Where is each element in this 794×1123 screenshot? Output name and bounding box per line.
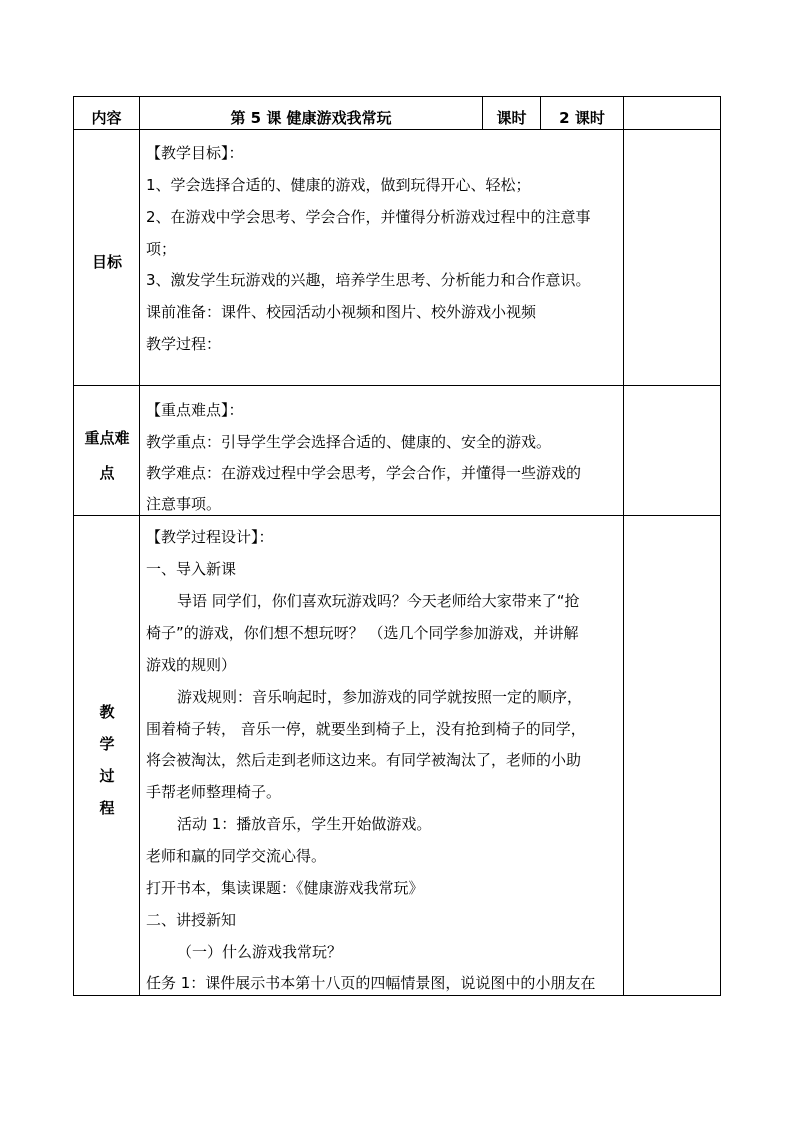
process-label-char: 过 [99, 767, 115, 785]
process-line: 打开书本，集读课题：《健康游戏我常玩》 [146, 879, 424, 897]
process-label-char: 程 [99, 799, 115, 817]
process-line: 活动 1：播放音乐，学生开始做游戏。 [177, 815, 432, 833]
keypoints-label-line2: 点 [99, 464, 115, 482]
process-line: 老师和赢的同学交流心得。 [146, 847, 327, 865]
goals-line: 课前准备：课件、校园活动小视频和图片、校外游戏小视频 [146, 303, 537, 321]
table-col-divider-1 [139, 96, 140, 996]
process-line: 二、讲授新知 [146, 911, 237, 929]
lesson-title: 第 5 课 健康游戏我常玩 [230, 109, 392, 127]
keypoints-line: 【重点难点】： [146, 401, 244, 419]
goals-line: 1、学会选择合适的、健康的游戏，做到玩得开心、轻松； [146, 176, 531, 194]
keypoints-line: 教学重点：引导学生学会选择合适的、健康的、安全的游戏。 [146, 433, 552, 451]
process-line: （一）什么游戏我常玩？ [177, 943, 343, 961]
process-line: 将会被淘汰，然后走到老师这边来。有同学被淘汰了，老师的小助 [146, 751, 582, 769]
process-line: 导语 同学们，你们喜欢玩游戏吗？今天老师给大家带来了“抢 [177, 592, 580, 610]
process-line: 围着椅子转， 音乐一停，就要坐到椅子上，没有抢到椅子的同学， [146, 720, 586, 738]
process-line: 任务 1：课件展示书本第十八页的四幅情景图，说说图中的小朋友在 [146, 974, 596, 992]
process-label-char: 教 [99, 703, 115, 721]
goals-line: 教学过程： [146, 335, 222, 353]
goals-line: 【教学目标】： [146, 144, 244, 162]
header-hours-label: 课时 [496, 109, 527, 127]
header-hours-value: 2 课时 [559, 109, 605, 127]
header-content-label: 内容 [91, 109, 122, 127]
keypoints-label-line1: 重点难 [84, 429, 130, 447]
goals-line: 2、在游戏中学会思考、学会合作，并懂得分析游戏过程中的注意事 [146, 208, 591, 226]
goals-line: 项； [146, 240, 177, 258]
process-line: 游戏的规则） [146, 656, 237, 674]
process-line: 一、导入新课 [146, 560, 237, 578]
table-border-right [720, 96, 721, 996]
goals-label: 目标 [91, 253, 122, 271]
process-line: 【教学过程设计】： [146, 528, 274, 546]
process-line: 手帮老师整理椅子。 [146, 783, 282, 801]
keypoints-line: 注意事项。 [146, 495, 222, 513]
process-label-char: 学 [99, 735, 115, 753]
process-line: 游戏规则：音乐响起时，参加游戏的同学就按照一定的顺序， [177, 688, 583, 706]
goals-line: 3、激发学生玩游戏的兴趣，培养学生思考、分析能力和合作意识。 [146, 271, 591, 289]
keypoints-line: 教学难点：在游戏过程中学会思考，学会合作，并懂得一些游戏的 [146, 464, 582, 482]
process-line: 椅子”的游戏，你们想不想玩呀？ （选几个同学参加游戏，并讲解 [146, 624, 579, 642]
table-border-left [73, 96, 74, 996]
